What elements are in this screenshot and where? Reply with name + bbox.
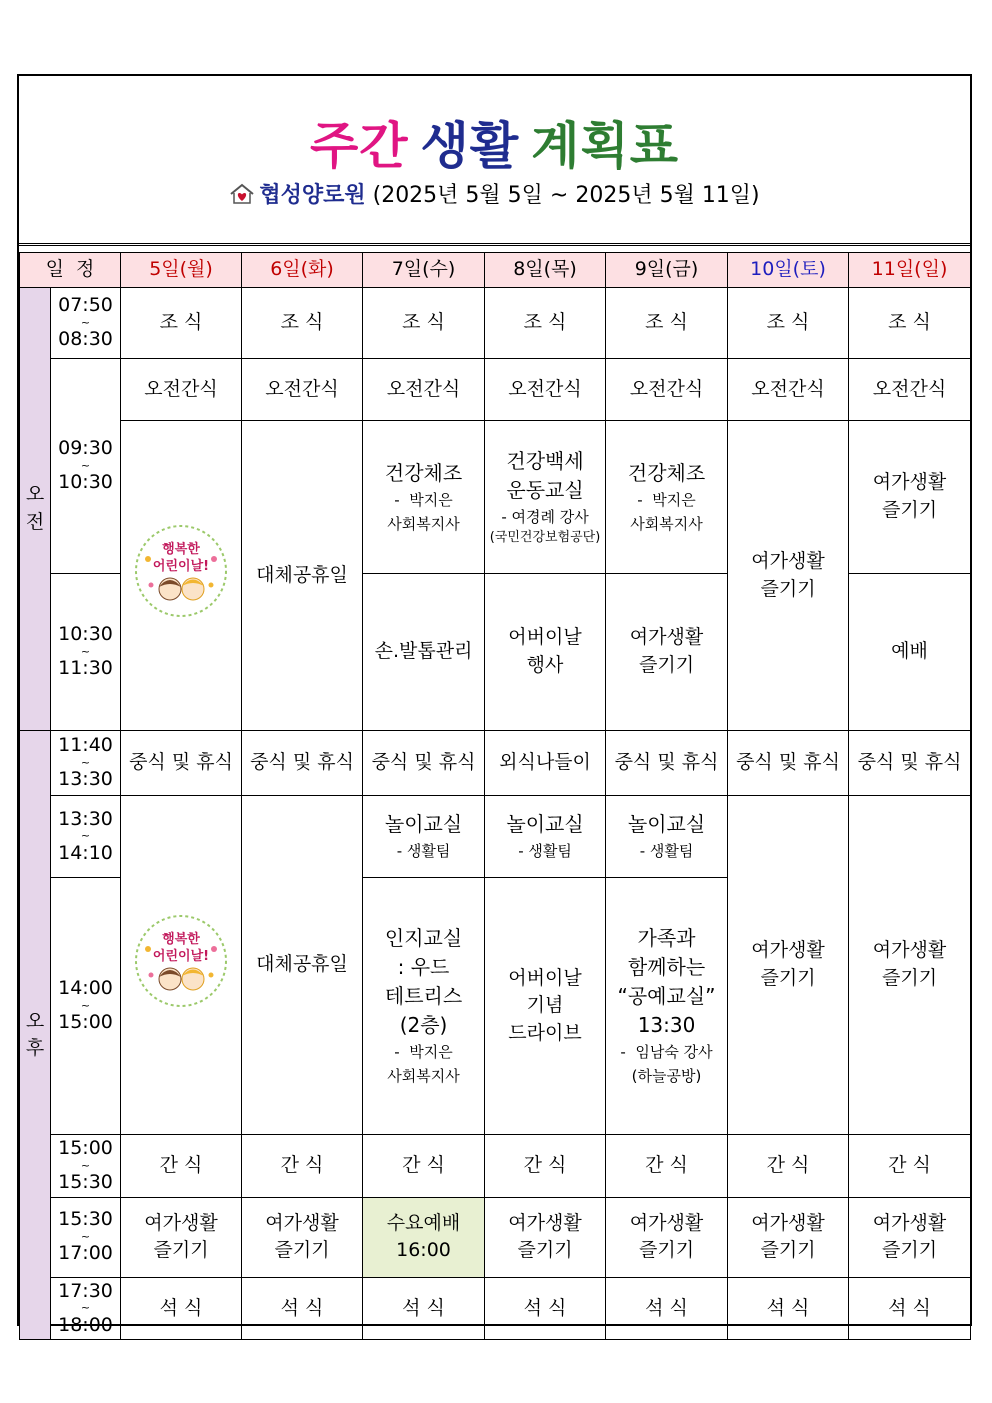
activity-instructor: - 생활팀 [518,842,572,860]
time-slot [51,878,121,1135]
day-header: 7일(수) [363,253,485,288]
meal-cell: 조 식 [121,288,242,359]
activity-cell: 수요예배 16:00 [363,1197,485,1277]
activity-cell: 여가생활 즐기기 [728,1197,849,1277]
activity-cell [606,796,728,878]
meal-cell: 중식 및 휴식 [606,731,728,796]
day-header: 5일(월) [121,253,242,288]
holiday-cell: 대체공휴일 [242,796,363,1135]
meal-cell: 조 식 [363,288,485,359]
childrens-day-badge-icon [133,523,229,619]
time-slot [51,731,121,796]
meal-cell: 중식 및 휴식 [728,731,849,796]
badge-line1: 행복한 [162,931,200,947]
time-tilde: ~ [80,1229,91,1243]
table-row [20,359,971,421]
table-row [20,796,971,878]
table-row [20,1135,971,1198]
title-word-weekly: 주간 [309,117,409,175]
day-header: 8일(목) [485,253,606,288]
activity-cell: 여가생활 즐기기 [242,1197,363,1277]
org-name: 협성양로원 [259,183,366,208]
badge-line2: 어린이날! [152,948,210,964]
time-tilde: ~ [80,458,91,472]
meal-cell: 석 식 [242,1277,363,1340]
snack-cell: 간 식 [121,1135,242,1198]
time-tilde: ~ [80,829,91,843]
period-morning: 오 전 [20,288,51,731]
meal-cell: 중식 및 휴식 [363,731,485,796]
time-tilde: ~ [80,755,91,769]
title-word-life: 생활 [420,117,520,175]
schedule-table [19,252,971,1340]
snack-cell: 간 식 [242,1135,363,1198]
activity-title: 인지교실 : 우드 테트리스 (2층) [384,926,463,1037]
time-start: 13:30 [58,807,113,830]
activity-cell [363,878,485,1135]
table-row [20,288,971,359]
meal-cell: 석 식 [121,1277,242,1340]
time-tilde: ~ [80,1301,91,1315]
meal-cell: 중식 및 휴식 [121,731,242,796]
meal-cell: 중식 및 휴식 [242,731,363,796]
activity-cell: 여가생활 즐기기 [728,421,849,731]
time-slot [51,1277,121,1340]
period-afternoon: 오 후 [20,731,51,1340]
activity-cell: 여가생활 즐기기 [121,1197,242,1277]
activity-cell [606,421,728,574]
snack-cell: 오전간식 [606,359,728,421]
activity-cell [485,421,606,574]
meal-cell: 석 식 [485,1277,606,1340]
activity-instructor: - 박지은 사회복지사 [387,1043,460,1085]
activity-cell [606,878,728,1135]
date-range: (2025년 5월 5일 ~ 2025년 5월 11일) [372,183,760,208]
activity-instructor: - 생활팀 [396,842,451,860]
snack-cell: 오전간식 [849,359,971,421]
snack-cell: 간 식 [849,1135,971,1198]
time-start: 09:30 [58,437,113,460]
page-title [17,106,972,178]
time-start: 14:00 [58,977,113,1000]
activity-instructor: - 임남숙 강사 (하늘공방) [620,1043,713,1085]
time-end: 17:00 [58,1242,113,1265]
time-slot [51,574,121,731]
time-start: 10:30 [58,623,113,646]
meal-cell: 조 식 [606,288,728,359]
meal-cell: 외식나들이 [485,731,606,796]
time-slot [51,796,121,878]
table-row [20,1197,971,1277]
day-header: 10일(토) [728,253,849,288]
house-logo-icon [229,183,255,205]
table-row [20,1277,971,1340]
activity-instructor: - 여경례 강사 [501,507,589,526]
time-tilde: ~ [80,1158,91,1172]
activity-instructor: - 박지은 사회복지사 [630,490,703,533]
snack-cell: 오전간식 [728,359,849,421]
activity-instructor: - 박지은 사회복지사 [387,490,460,533]
activity-title: 가족과 함께하는 “공예교실” 13:30 [617,926,716,1037]
meal-cell: 석 식 [606,1277,728,1340]
time-start: 17:30 [58,1279,113,1302]
header-row [20,253,971,288]
time-end: 14:10 [58,841,113,864]
time-start: 11:40 [58,734,113,757]
childrens-day-badge-cell [121,421,242,731]
snack-cell: 오전간식 [242,359,363,421]
activity-cell [485,796,606,878]
snack-cell: 간 식 [728,1135,849,1198]
meal-cell: 석 식 [849,1277,971,1340]
snack-cell: 간 식 [363,1135,485,1198]
time-start: 15:00 [58,1137,113,1159]
time-tilde: ~ [80,998,91,1012]
subtitle [17,178,972,209]
activity-instructor: - 생활팀 [639,842,694,860]
activity-title: 건강백세 운동교실 [506,448,584,502]
time-tilde: ~ [80,644,91,658]
day-header: 9일(금) [606,253,728,288]
title-word-plan: 계획표 [531,117,680,175]
time-slot [51,1135,121,1198]
badge-line2: 어린이날! [152,559,210,575]
time-tilde: ~ [80,315,91,329]
activity-cell: 여가생활 즐기기 [849,796,971,1135]
snack-cell: 간 식 [606,1135,728,1198]
snack-cell: 오전간식 [363,359,485,421]
snack-cell: 간 식 [485,1135,606,1198]
header [17,74,972,246]
time-slot [51,288,121,359]
activity-cell: 여가생활 즐기기 [849,421,971,574]
childrens-day-badge-cell [121,796,242,1135]
activity-cell: 여가생활 즐기기 [606,574,728,731]
meal-cell: 조 식 [485,288,606,359]
table-row [20,731,971,796]
activity-title: 건강체조 [627,460,706,485]
activity-title: 건강체조 [384,460,463,485]
childrens-day-badge-icon [133,913,229,1009]
day-header: 11일(일) [849,253,971,288]
day-header: 6일(화) [242,253,363,288]
time-end: 11:30 [58,657,113,680]
meal-cell: 조 식 [242,288,363,359]
meal-cell: 석 식 [363,1277,485,1340]
time-end: 15:00 [58,1011,113,1034]
activity-title: 놀이교실 [627,812,706,836]
time-end: 18:00 [58,1313,113,1336]
activity-cell: 어버이날 행사 [485,574,606,731]
activity-cell: 여가생활 즐기기 [728,796,849,1135]
snack-cell: 오전간식 [485,359,606,421]
time-slot [51,1197,121,1277]
activity-cell: 여가생활 즐기기 [606,1197,728,1277]
activity-cell [363,796,485,878]
activity-cell: 손.발톱관리 [363,574,485,731]
activity-title: 놀이교실 [506,812,584,836]
schedule-label: 일 정 [20,253,121,288]
activity-cell: 어버이날 기념 드라이브 [485,878,606,1135]
time-start: 15:30 [58,1208,113,1231]
time-start: 07:50 [58,294,113,317]
time-end: 13:30 [58,768,113,791]
activity-cell [363,421,485,574]
activity-cell: 여가생활 즐기기 [485,1197,606,1277]
meal-cell: 조 식 [728,288,849,359]
activity-title: 놀이교실 [384,812,463,836]
table-row [20,421,971,574]
time-slot [51,359,121,574]
meal-cell: 석 식 [728,1277,849,1340]
activity-cell: 여가생활 즐기기 [849,1197,971,1277]
time-end: 10:30 [58,471,113,494]
snack-cell: 오전간식 [121,359,242,421]
holiday-cell: 대체공휴일 [242,421,363,731]
time-end: 08:30 [58,328,113,351]
activity-cell: 예배 [849,574,971,731]
activity-org: (국민건강보험공단) [489,529,601,545]
badge-line1: 행복한 [162,542,200,558]
time-end: 15:30 [58,1171,113,1194]
meal-cell: 조 식 [849,288,971,359]
meal-cell: 중식 및 휴식 [849,731,971,796]
